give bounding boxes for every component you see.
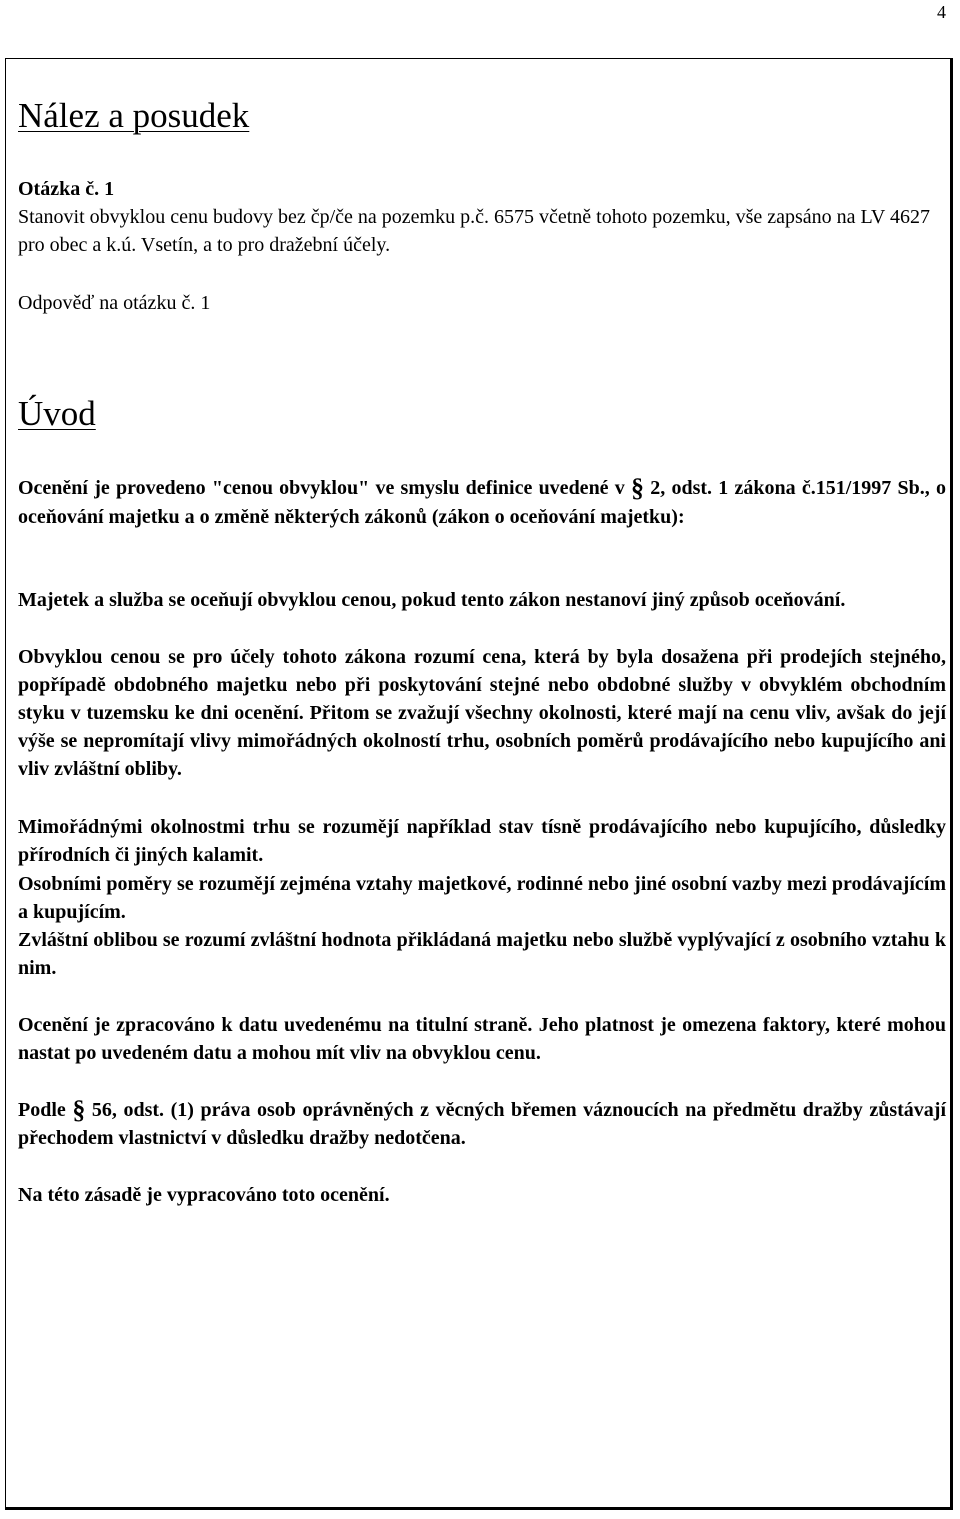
answer-label: Odpověď na otázku č. 1 [18, 292, 211, 314]
question-text: Stanovit obvyklou cenu budovy bez čp/če na pozemku p.č. 6575 včetně tohoto pozemku, vše zapsáno na LV 4627 pro obec a k.ú. Vsetín, a to pro dražební účely. [18, 206, 931, 256]
page-frame [5, 58, 953, 1510]
definition-paragraph-3: Mimořádnými okolnostmi trhu se rozumějí například stav tísně prodávajícího nebo kupujícího, důsledky přírodních či jiných kalamit. [18, 816, 946, 866]
section-sign-2: § [72, 1095, 86, 1124]
question-block [18, 175, 946, 259]
intro-part2: 2, odst. 1 zákona č.151/1997 Sb., o oceňování majetku a o změně některých zákonů (zákon o oceňování majetku): [18, 477, 947, 528]
main-heading: Nález a posudek [18, 96, 250, 135]
question-label: Otázka č. 1 [18, 178, 115, 200]
definition-paragraph-4: Osobními poměry se rozumějí zejména vztahy majetkové, rodinné nebo jiné osobní vazby mezi prodávajícím a kupujícím. [18, 873, 946, 923]
definition-paragraph-2: Obvyklou cenou se pro účely tohoto zákona rozumí cena, která by byla dosažena při prodejích stejného, popřípadě obdobného majetku nebo při poskytování stejné nebo obdobné služby v obvyklém obchodním styku v tuzemsku ke dni ocenění. Přitom se zvažují všechny okolnosti, které mají na cenu vliv, avšak do její výše se nepromítají vlivy mimořádných okolností trhu, osobních poměrů prodávajícího nebo kupujícího ani vliv zvláštní obliby. [18, 646, 946, 780]
easement-paragraph [18, 1096, 946, 1152]
intro-heading: Úvod [18, 394, 96, 433]
easement-prefix: Podle [18, 1099, 66, 1121]
intro-paragraph [18, 473, 946, 532]
section-sign: § [631, 473, 645, 502]
easement-text: 56, odst. (1) práva osob oprávněných z věcných břemen váznoucích na předmětu dražby zůstávají přechodem vlastnictví v důsledku dražby nedotčena. [18, 1099, 947, 1149]
closing-line: Na této zásadě je vypracováno toto ocenění. [18, 1184, 390, 1206]
definition-paragraph-1: Majetek a služba se oceňují obvyklou cenou, pokud tento zákon nestanoví jiný způsob oceňování. [18, 589, 846, 611]
page-number: 4 [937, 2, 946, 22]
validity-paragraph: Ocenění je zpracováno k datu uvedenému na titulní straně. Jeho platnost je omezena faktory, které mohou nastat po uvedeném datu a mohou mít vliv na obvyklou cenu. [18, 1014, 946, 1064]
definition-paragraph-5: Zvláštní oblibou se rozumí zvláštní hodnota přikládaná majetku nebo službě vyplývající z osobního vztahu k nim. [18, 929, 946, 979]
intro-part1: Ocenění je provedeno "cenou obvyklou" ve smyslu definice uvedené v [18, 477, 625, 499]
